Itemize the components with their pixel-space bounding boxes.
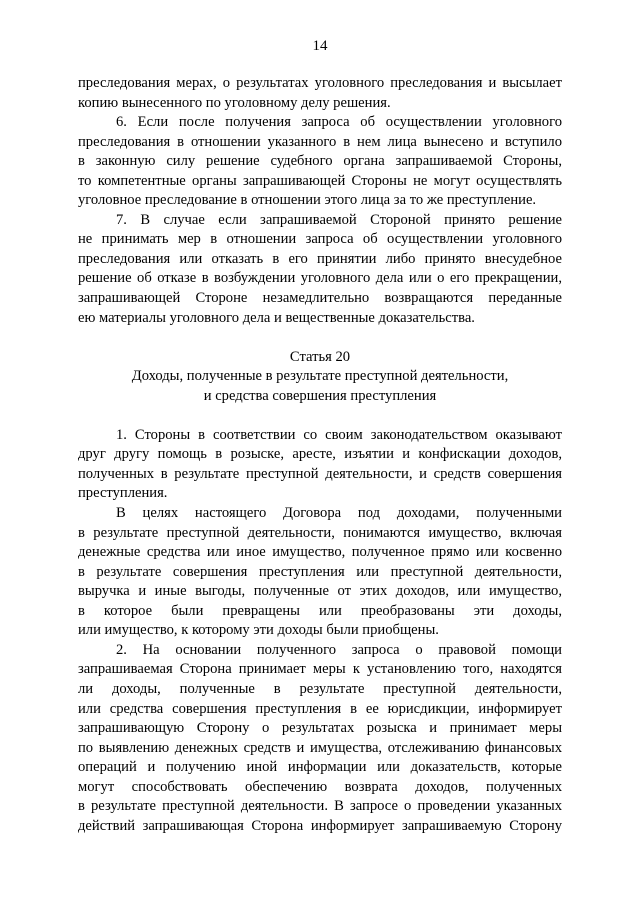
text-line: уголовное преследование в отношении этого лица за то же преступление. bbox=[78, 192, 537, 209]
text-line: 2. На основании полученного запроса о правовой помощи bbox=[116, 641, 562, 658]
text-line: в которое были превращены или преобразованы эти доходы, bbox=[78, 602, 562, 619]
text-line: преследования в отношении указанного в нем лица вынесено и вступило bbox=[78, 133, 562, 150]
paragraph-definition bbox=[78, 504, 562, 641]
article-title-line: Доходы, полученные в результате преступной деятельности, bbox=[131, 368, 509, 385]
article-title-line: и средства совершения преступления bbox=[203, 387, 437, 404]
text-line: действий запрашивающая Сторона информирует запрашиваемую Сторону bbox=[78, 817, 562, 834]
text-line: решение об отказе в возбуждении уголовного дела или о его прекращении, bbox=[78, 270, 562, 287]
text-line: по выявлению денежных средств и имущества, отслеживанию финансовых bbox=[78, 739, 562, 756]
text-line: или имущество, к которому эти доходы были приобщены. bbox=[78, 622, 439, 639]
blank-line bbox=[78, 328, 562, 348]
text-line: 6. Если после получения запроса об осуществлении уголовного bbox=[116, 114, 562, 131]
text-line: то компетентные органы запрашивающей Стороны не могут осуществлять bbox=[78, 172, 562, 189]
text-line: преследования или отказать в его принятии либо принято внесудебное bbox=[78, 250, 562, 267]
paragraph-point-6 bbox=[78, 113, 562, 211]
text-line: ли доходы, полученные в результате преступной деятельности, bbox=[78, 680, 562, 697]
text-line: запрашивающей Стороне незамедлительно возвращаются переданные bbox=[78, 290, 562, 307]
paragraph-continuation bbox=[78, 74, 562, 113]
text-line: ею материалы уголовного дела и вещественные доказательства. bbox=[78, 309, 475, 326]
text-line: запрашивающую Сторону о результатах розыска и принимает меры bbox=[78, 720, 562, 737]
article-number: Статья 20 bbox=[289, 348, 351, 365]
text-line: полученных в результате преступной деятельности, и средств совершения bbox=[78, 465, 562, 482]
paragraph-point-7 bbox=[78, 211, 562, 328]
blank-line bbox=[78, 406, 562, 426]
text-line: запрашиваемая Сторона принимает меры к установлению того, находятся bbox=[78, 661, 562, 678]
text-line: преследования мерах, о результатах уголовного преследования и высылает bbox=[78, 75, 562, 91]
text-line: в законную силу решение судебного органа запрашиваемой Стороны, bbox=[78, 153, 562, 170]
text-line: 7. В случае если запрашиваемой Стороной принято решение bbox=[116, 211, 562, 228]
text-line: в результате преступной деятельности, понимаются имущество, включая bbox=[78, 524, 562, 541]
paragraph-point-2 bbox=[78, 641, 562, 836]
paragraph-point-1 bbox=[78, 426, 562, 504]
text-line: денежные средства или иное имущество, полученное прямо или косвенно bbox=[78, 544, 562, 561]
text-line: или средства совершения преступления в ее юрисдикции, информирует bbox=[78, 700, 562, 717]
text-line: копию вынесенного по уголовному делу решения. bbox=[78, 94, 391, 111]
text-line: 1. Стороны в соответствии со своим законодательством оказывают bbox=[116, 426, 562, 443]
text-line: операций и получению иной информации или доказательств, которые bbox=[78, 759, 562, 776]
text-line: друг другу помощь в розыске, аресте, изъятии и конфискации доходов, bbox=[78, 446, 562, 463]
text-line: в результате совершения преступления или преступной деятельности, bbox=[78, 563, 562, 580]
text-line: в результате преступной деятельности. В запросе о проведении указанных bbox=[78, 798, 562, 815]
page-number: 14 bbox=[312, 38, 328, 54]
article-heading bbox=[78, 348, 562, 407]
text-line: преступления. bbox=[78, 485, 168, 502]
text-line: выручка и иные выгоды, полученные от этих доходов, или имущество, bbox=[78, 583, 562, 600]
document-body bbox=[78, 74, 562, 836]
text-line: могут способствовать обеспечению возврата доходов, полученных bbox=[78, 778, 562, 795]
text-line: В целях настоящего Договора под доходами, полученными bbox=[116, 505, 562, 522]
text-line: не принимать мер в отношении запроса об осуществлении уголовного bbox=[78, 231, 562, 248]
